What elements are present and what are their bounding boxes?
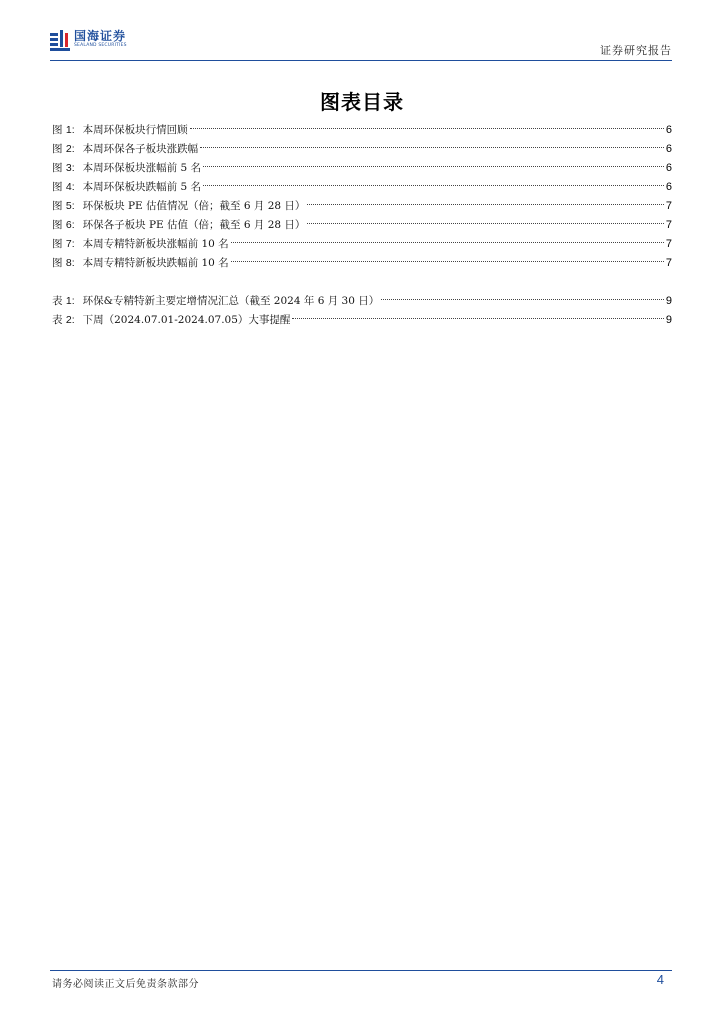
toc-label: 图 2: 本周环保各子板块涨跌幅 <box>52 143 199 155</box>
toc-label: 表 1: 环保&专精特新主要定增情况汇总（截至 2024 年 6 月 30 日） <box>52 295 380 307</box>
toc-page-number: 9 <box>665 295 672 307</box>
toc-entry-figure-7[interactable] <box>52 235 672 254</box>
logo-chinese-name: 国海证券 <box>74 29 127 43</box>
leader-dots <box>231 242 664 243</box>
toc-page-number: 6 <box>665 143 672 155</box>
toc-label: 图 8: 本周专精特新板块跌幅前 10 名 <box>52 257 229 269</box>
toc-entry-figure-2[interactable] <box>52 140 672 159</box>
toc-label: 图 3: 本周环保板块涨幅前 5 名 <box>52 162 201 174</box>
footer-disclaimer: 请务必阅读正文后免责条款部分 <box>52 979 199 990</box>
toc-entry-figure-8[interactable] <box>52 254 672 273</box>
toc-entry-figure-5[interactable] <box>52 197 672 216</box>
toc-label: 图 7: 本周专精特新板块涨幅前 10 名 <box>52 238 229 250</box>
leader-dots <box>203 185 664 186</box>
toc-page-number: 6 <box>665 181 672 193</box>
toc-page-number: 6 <box>665 124 672 136</box>
toc-entry-figure-4[interactable] <box>52 178 672 197</box>
toc-entry-table-1[interactable] <box>52 292 672 311</box>
page-number: 4 <box>656 972 664 987</box>
toc-page-number: 9 <box>665 314 672 326</box>
toc-label: 图 1: 本周环保板块行情回顾 <box>52 124 188 136</box>
toc-label: 图 4: 本周环保板块跌幅前 5 名 <box>52 181 201 193</box>
toc-label: 图 5: 环保板块 PE 估值情况（倍；截至 6 月 28 日） <box>52 200 306 212</box>
leader-dots <box>307 223 663 224</box>
company-logo <box>50 30 127 56</box>
leader-dots <box>231 261 664 262</box>
figure-index-list <box>52 121 672 273</box>
toc-entry-figure-3[interactable] <box>52 159 672 178</box>
header-divider <box>50 60 672 61</box>
toc-page-number: 6 <box>665 162 672 174</box>
toc-page-number: 7 <box>665 200 672 212</box>
sealand-logo-icon <box>50 30 70 52</box>
page-title: 图表目录 <box>320 90 404 114</box>
leader-dots <box>292 318 663 319</box>
leader-dots <box>307 204 663 205</box>
table-index-list <box>52 292 672 330</box>
footer-divider <box>50 970 672 971</box>
toc-page-number: 7 <box>665 219 672 231</box>
toc-entry-table-2[interactable] <box>52 311 672 330</box>
toc-label: 表 2: 下周（2024.07.01-2024.07.05）大事提醒 <box>52 314 291 326</box>
logo-english-name: SEALAND SECURITIES <box>74 43 127 48</box>
toc-entry-figure-6[interactable] <box>52 216 672 235</box>
toc-page-number: 7 <box>665 238 672 250</box>
toc-page-number: 7 <box>665 257 672 269</box>
leader-dots <box>190 128 664 129</box>
page-header <box>50 28 672 62</box>
leader-dots <box>381 299 664 300</box>
report-type-label: 证券研究报告 <box>600 44 672 57</box>
leader-dots <box>200 147 664 148</box>
leader-dots <box>203 166 664 167</box>
toc-label: 图 6: 环保各子板块 PE 估值（倍；截至 6 月 28 日） <box>52 219 306 231</box>
toc-entry-figure-1[interactable] <box>52 121 672 140</box>
